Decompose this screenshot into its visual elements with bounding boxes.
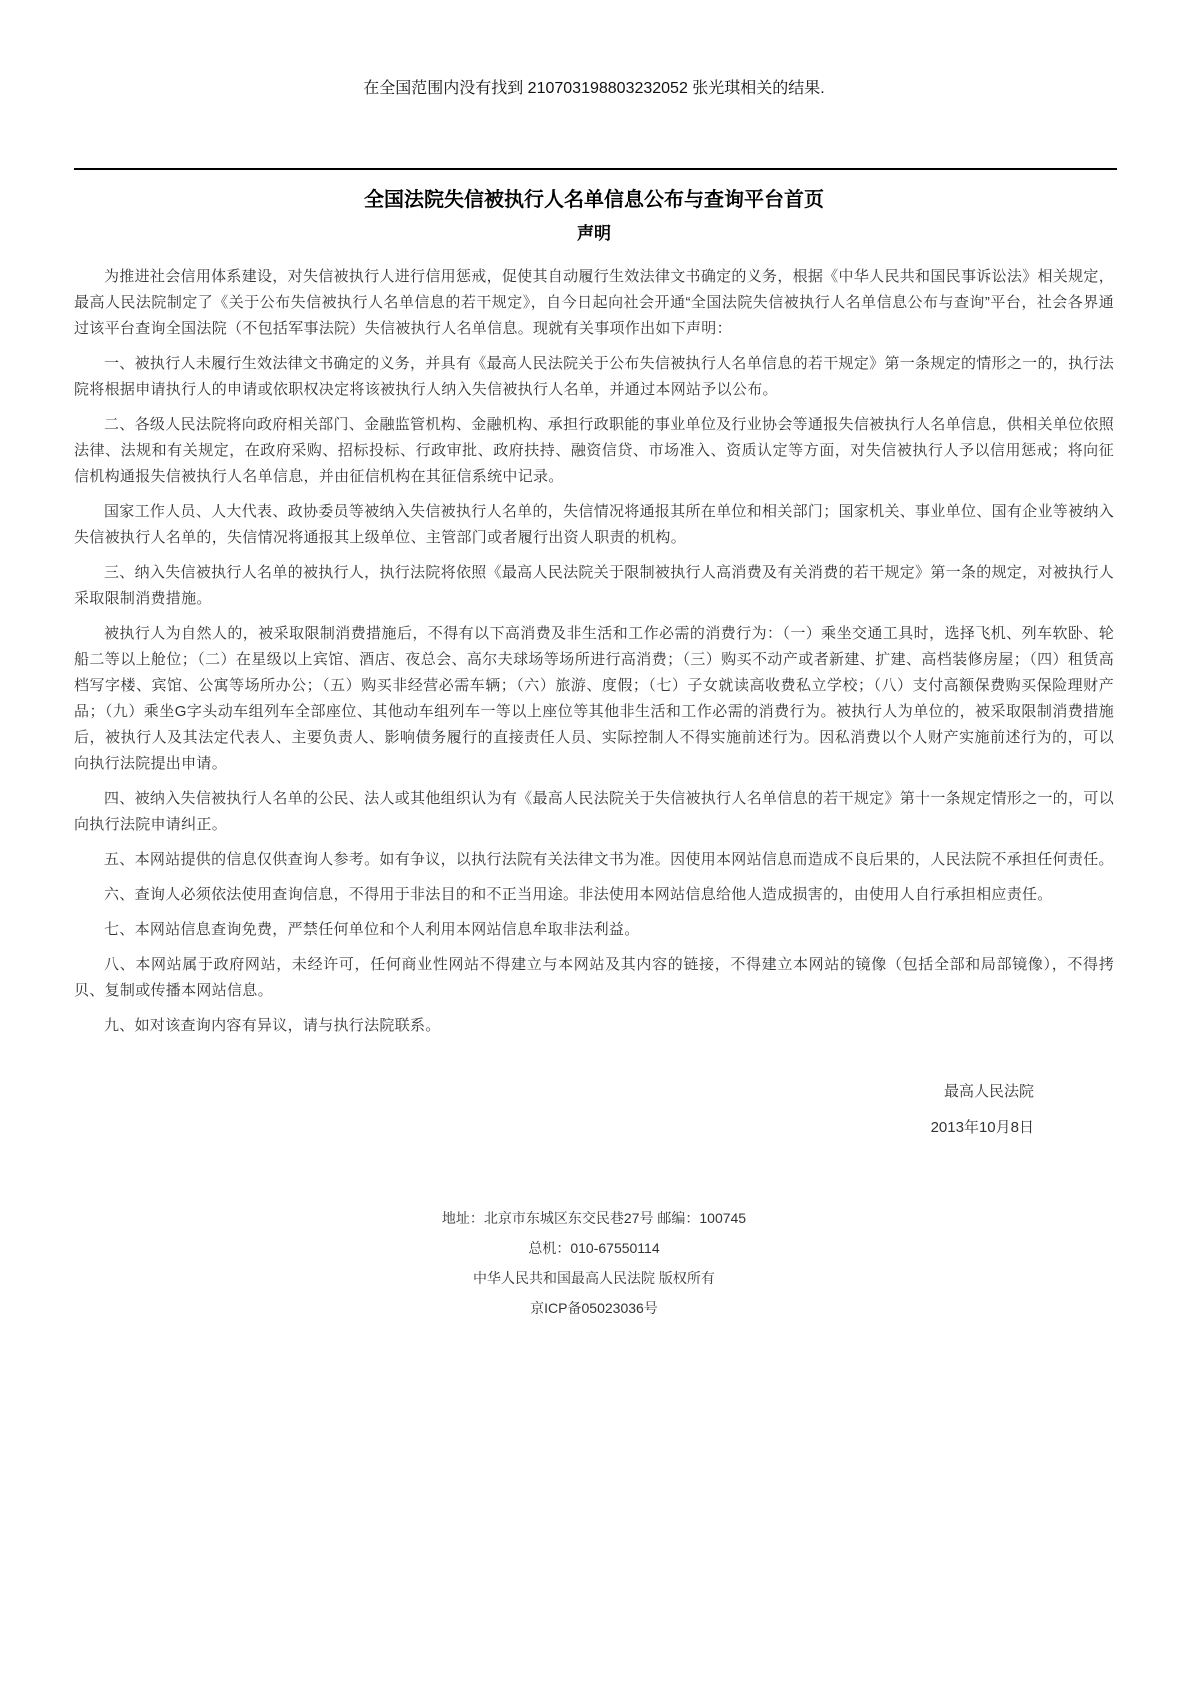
statement-body (74, 264, 1114, 1039)
footer-copyright: 中华人民共和国最高人民法院 版权所有 (473, 1270, 715, 1286)
footer-address: 地址：北京市东城区东交民巷27号 邮编：100745 (441, 1210, 747, 1226)
search-result-message: 在全国范围内没有找到 210703198803232052 张光琪相关的结果. (363, 80, 825, 97)
statement-paragraph-8: 八、本网站属于政府网站，未经许可，任何商业性网站不得建立与本网站及其内容的链接，不得建立本网站的镜像（包括全部和局部镜像），不得拷贝、复制或传播本网站信息。 (74, 956, 1114, 999)
statement-paragraph-9: 九、如对该查询内容有异议，请与执行法院联系。 (104, 1017, 441, 1034)
footer-icp: 京ICP备05023036号 (530, 1300, 658, 1316)
statement-heading: 声明 (577, 224, 611, 243)
statement-paragraph-intro: 为推进社会信用体系建设，对失信被执行人进行信用惩戒，促使其自动履行生效法律文书确定的义务，根据《中华人民共和国民事诉讼法》相关规定，最高人民法院制定了《关于公布失信被执行人名单信息的若干规定》，自今日起向社会开通“全国法院失信被执行人名单信息公布与查询”平台，社会各界通过该平台查询全国法院（不包括军事法院）失信被执行人名单信息。现就有关事项作出如下声明： (74, 268, 1114, 337)
footer-phone: 总机：010-67550114 (528, 1240, 660, 1256)
statement-paragraph-4: 四、被纳入失信被执行人名单的公民、法人或其他组织认为有《最高人民法院关于失信被执行人名单信息的若干规定》第十一条规定情形之一的，可以向执行法院申请纠正。 (74, 790, 1114, 833)
page-footer (0, 1203, 1188, 1323)
statement-paragraph-2: 二、各级人民法院将向政府相关部门、金融监管机构、金融机构、承担行政职能的事业单位及行业协会等通报失信被执行人名单信息，供相关单位依照法律、法规和有关规定，在政府采购、招标投标、行政审批、政府扶持、融资信贷、市场准入、资质认定等方面，对失信被执行人予以信用惩戒；将向征信机构通报失信被执行人名单信息，并由征信机构在其征信系统中记录。 (74, 416, 1114, 485)
divider-line (74, 168, 1117, 170)
statement-paragraph-2-note: 国家工作人员、人大代表、政协委员等被纳入失信被执行人名单的，失信情况将通报其所在单位和相关部门；国家机关、事业单位、国有企业等被纳入失信被执行人名单的，失信情况将通报其上级单位、主管部门或者履行出资人职责的机构。 (74, 503, 1114, 546)
statement-paragraph-3-note: 被执行人为自然人的，被采取限制消费措施后，不得有以下高消费及非生活和工作必需的消费行为：（一）乘坐交通工具时，选择飞机、列车软卧、轮船二等以上舱位；（二）在星级以上宾馆、酒店、夜总会、高尔夫球场等场所进行高消费；（三）购买不动产或者新建、扩建、高档装修房屋；（四）租赁高档写字楼、宾馆、公寓等场所办公；（五）购买非经营必需车辆；（六）旅游、度假；（七）子女就读高收费私立学校；（八）支付高额保费购买保险理财产品；（九）乘坐G字头动车组列车全部座位、其他动车组列车一等以上座位等其他非生活和工作必需的消费行为。被执行人为单位的，被采取限制消费措施后，被执行人及其法定代表人、主要负责人、影响债务履行的直接责任人员、实际控制人不得实施前述行为。因私消费以个人财产实施前述行为的，可以向执行法院提出申请。 (74, 625, 1114, 772)
signature-block (74, 1079, 1034, 1141)
statement-paragraph-5: 五、本网站提供的信息仅供查询人参考。如有争议，以执行法院有关法律文书为准。因使用本网站信息而造成不良后果的，人民法院不承担任何责任。 (104, 851, 1114, 868)
statement-paragraph-6: 六、查询人必须依法使用查询信息，不得用于非法目的和不正当用途。非法使用本网站信息给他人造成损害的，由使用人自行承担相应责任。 (104, 886, 1053, 903)
statement-paragraph-7: 七、本网站信息查询免费，严禁任何单位和个人利用本网站信息牟取非法利益。 (104, 921, 640, 938)
signature-author: 最高人民法院 (943, 1083, 1034, 1100)
statement-paragraph-1: 一、被执行人未履行生效法律文书确定的义务，并具有《最高人民法院关于公布失信被执行人名单信息的若干规定》第一条规定的情形之一的，执行法院将根据申请执行人的申请或依职权决定将该被执行人纳入失信被执行人名单，并通过本网站予以公布。 (74, 355, 1114, 398)
page-title: 全国法院失信被执行人名单信息公布与查询平台首页 (364, 189, 824, 211)
statement-paragraph-3: 三、纳入失信被执行人名单的被执行人，执行法院将依照《最高人民法院关于限制被执行人高消费及有关消费的若干规定》第一条的规定，对被执行人采取限制消费措施。 (74, 564, 1114, 607)
signature-date: 2013年10月8日 (930, 1119, 1034, 1136)
